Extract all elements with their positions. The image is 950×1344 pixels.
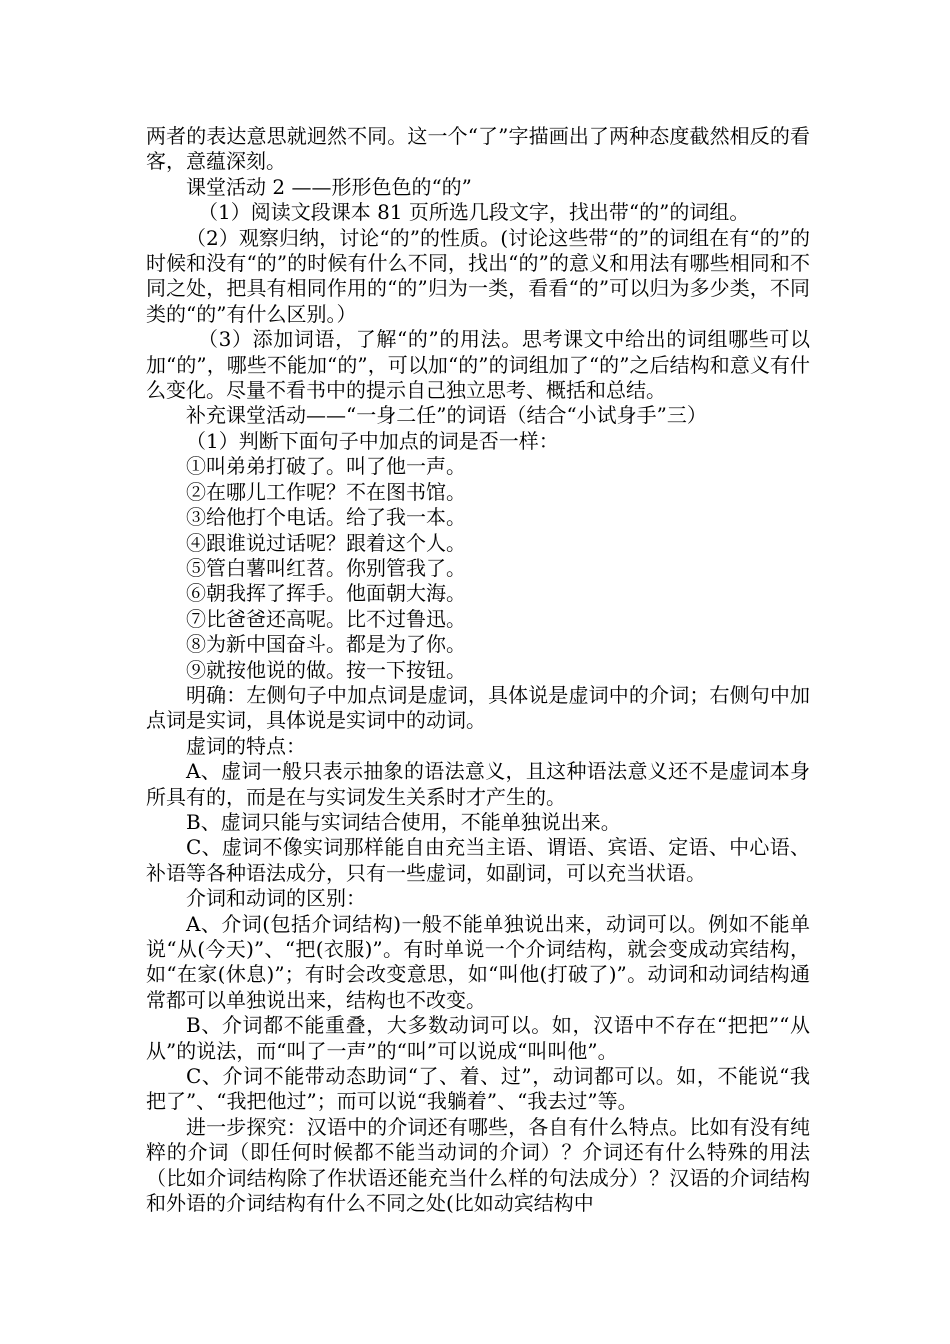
difference-b: B、介词都不能重叠，大多数动词可以。如，汉语中不存在“把把”“从从”的说法，而“叫了一声”的“叫”可以说成“叫叫他”。 [146, 1013, 810, 1063]
clarification-paragraph: 明确：左侧句子中加点词是虚词，具体说是虚词中的介词；右侧句中加点词是实词，具体说是实词中的动词。 [146, 682, 810, 733]
example-item-2: ②在哪儿工作呢？不在图书馆。 [186, 479, 466, 504]
example-item-8: ⑧为新中国奋斗。都是为了你。 [186, 632, 466, 657]
paragraph-intro: 两者的表达意思就迥然不同。这一个“了”字描画出了两种态度截然相反的看客，意蕴深刻。 [146, 124, 810, 174]
example-item-5: ⑤管白薯叫红苕。你别管我了。 [186, 555, 466, 580]
example-item-1: ①叫弟弟打破了。叫了他一声。 [186, 454, 466, 479]
example-item-6: ⑥朝我挥了挥手。他面朝大海。 [186, 581, 466, 606]
activity-2-step-1: （1）阅读文段课本 81 页所选几段文字，找出带“的”的词组。 [198, 200, 750, 225]
difference-a: A、介词(包括介词结构)一般不能单独说出来，动词可以。例如不能单说“从(今天)”、“把(衣服)”。有时单说一个介词结构，就会变成动宾结构，如“在家(休息)”；有时会改变意思，如“叫他(打破了)”。动词和动词结构通常都可以单独说出来，结构也不改变。 [146, 911, 810, 1012]
function-word-feature-b: B、虚词只能与实词结合使用，不能单独说出来。 [186, 809, 621, 834]
activity-2-step-2: （2）观察归纳，讨论“的”的性质。(讨论这些带“的”的词组在有“的”的时候和没有“的”的时候有什么不同，找出“的”的意义和用法有哪些相同和不同之处，把具有相同作用的“的”归为一类，看看“的”可以归为多少类，不同类的“的”有什么区别。） [146, 225, 810, 326]
document-body [146, 124, 810, 1216]
difference-c: C、介词不能带动态助词“了、着、过”，动词都可以。如，不能说“我把了”、“我把他过”；而可以说“我躺着”、“我去过”等。 [146, 1064, 810, 1114]
preposition-verb-difference-heading: 介词和动词的区别： [186, 886, 366, 911]
function-word-feature-c: C、虚词不像实词那样能自由充当主语、谓语、宾语、定语、中心语、补语等各种语法成分，只有一些虚词，如副词，可以充当状语。 [146, 835, 810, 885]
supplementary-activity-heading: 补充课堂活动——“一身二任”的词语（结合“小试身手”三） [186, 403, 707, 428]
example-item-3: ③给他打个电话。给了我一本。 [186, 505, 466, 530]
function-word-features-heading: 虚词的特点： [186, 733, 306, 758]
example-item-7: ⑦比爸爸还高呢。比不过鲁迅。 [186, 606, 466, 631]
activity-2-step-3: （3）添加词语，了解“的”的用法。思考课文中给出的词组哪些可以加“的”，哪些不能加“的”，可以加“的”的词组加了“的”之后结构和意义有什么变化。尽量不看书中的提示自己独立思考、概括和总结。 [146, 327, 810, 403]
activity-2-heading: 课堂活动 2 ——形形色色的“的” [186, 174, 472, 199]
example-item-4: ④跟谁说过话呢？跟着这个人。 [186, 530, 466, 555]
further-exploration-paragraph: 进一步探究：汉语中的介词还有哪些，各自有什么特点。比如有没有纯粹的介词（即任何时候都不能当动词的介词）？介词还有什么特殊的用法（比如介词结构除了作状语还能充当什么样的句法成分）？汉语的介词结构和外语的介词结构有什么不同之处(比如动宾结构中 [146, 1114, 810, 1216]
function-word-feature-a: A、虚词一般只表示抽象的语法意义，且这种语法意义还不是虚词本身所具有的，而是在与实词发生关系时才产生的。 [146, 759, 810, 809]
supplementary-step-1: （1）判断下面句子中加点的词是否一样： [186, 428, 559, 453]
example-item-9: ⑨就按他说的做。按一下按钮。 [186, 657, 466, 682]
